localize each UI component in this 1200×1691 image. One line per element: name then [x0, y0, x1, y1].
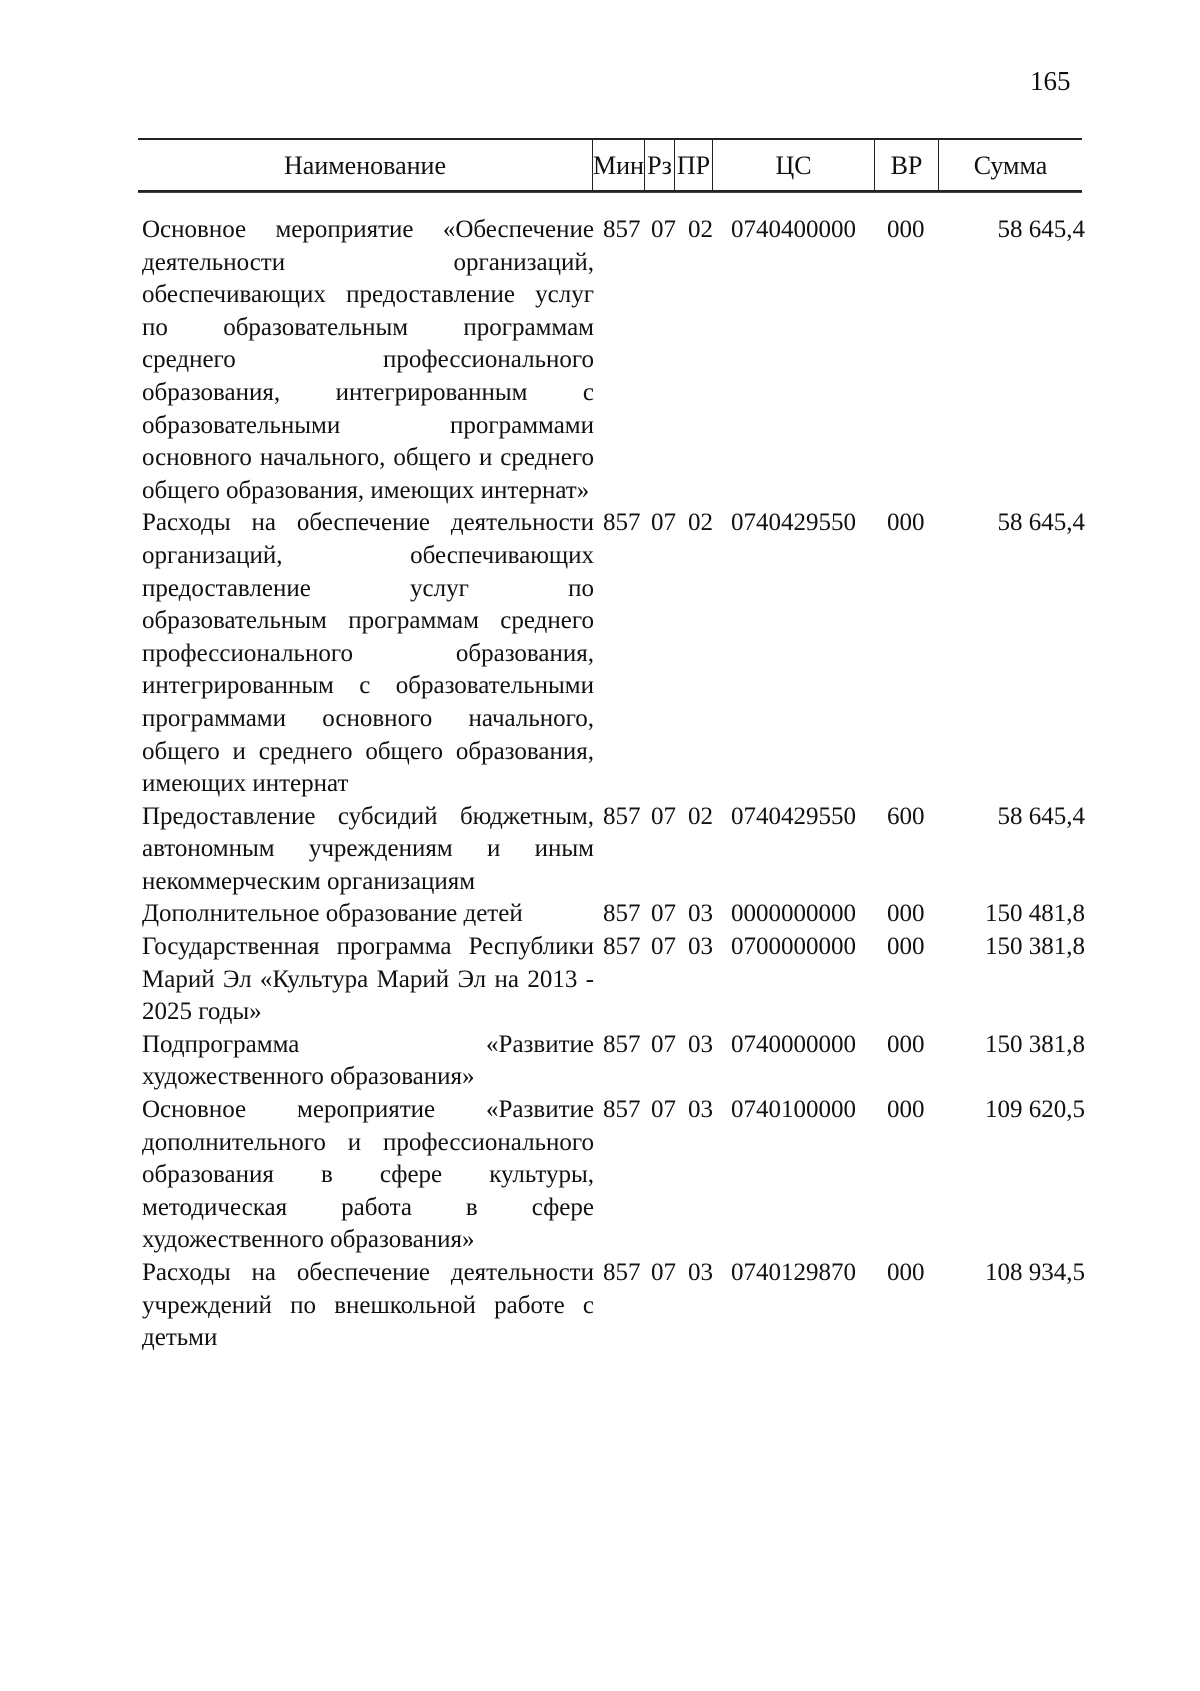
row-sum: 58 645,4	[997, 216, 1085, 243]
row-cs: 0000000000	[731, 900, 856, 928]
header-cs: ЦС	[713, 140, 875, 190]
header-vr: ВР	[875, 140, 939, 190]
table-row	[0, 1029, 1200, 1094]
row-vr: 000	[887, 900, 925, 928]
row-cs: 0740000000	[731, 1030, 856, 1058]
row-vr: 000	[887, 509, 925, 537]
row-pr: 03	[688, 1096, 713, 1124]
row-name: Расходы на обеспечение деятельности организаций, обеспечивающих предоставление услуг по образовательным программам среднего профессионального образования, интегрированным с образовательными программами основного начального, общего и среднего общего образования, имеющих интернат	[142, 509, 594, 798]
table-body	[0, 214, 1200, 1355]
row-vr: 600	[887, 802, 925, 830]
row-min: 857	[603, 1096, 641, 1124]
row-cs: 0740100000	[731, 1096, 856, 1124]
row-rz: 07	[651, 933, 676, 961]
row-name: Основное мероприятие «Обеспечение деятельности организаций, обеспечивающих предоставление услуг по образовательным программам среднего профессионального образования, интегрированным с образовательными программами основного начального, общего и среднего общего образования, имеющих интернат»	[142, 216, 594, 504]
row-min: 857	[603, 509, 641, 537]
row-pr: 03	[688, 1259, 713, 1286]
row-min: 857	[603, 1030, 641, 1058]
row-sum: 150 481,8	[985, 900, 1085, 928]
row-pr: 02	[688, 216, 713, 243]
row-name: Основное мероприятие «Развитие дополнительного и профессионального образования в сфере культуры, методическая работа в сфере художественного образования»	[142, 1096, 594, 1254]
table-header	[138, 138, 1082, 192]
row-pr: 02	[688, 802, 713, 830]
row-vr: 000	[887, 1259, 925, 1286]
row-cs: 0700000000	[731, 933, 856, 961]
row-pr: 03	[688, 933, 713, 961]
row-cs: 0740429550	[731, 509, 856, 537]
table-row	[0, 214, 1200, 507]
row-rz: 07	[651, 1030, 676, 1058]
table-row	[0, 507, 1200, 800]
header-sum: Сумма	[973, 151, 1048, 180]
row-rz: 07	[651, 802, 676, 830]
row-rz: 07	[651, 1259, 676, 1286]
row-rz: 07	[651, 509, 676, 537]
row-vr: 000	[887, 216, 925, 243]
row-sum: 150 381,8	[985, 933, 1085, 961]
table-row	[0, 801, 1200, 899]
table-row	[0, 898, 1200, 931]
row-min: 857	[603, 802, 641, 830]
row-vr: 000	[887, 1096, 925, 1124]
row-pr: 03	[688, 900, 713, 928]
header-rz: Рз	[645, 140, 675, 190]
table-row	[0, 1094, 1200, 1257]
row-sum: 108 934,5	[985, 1259, 1085, 1286]
table-row	[0, 931, 1200, 1029]
row-min: 857	[603, 900, 641, 928]
header-underline	[138, 192, 1082, 193]
row-name: Подпрограмма «Развитие художественного образования»	[142, 1030, 594, 1091]
row-min: 857	[603, 1259, 641, 1286]
row-sum: 58 645,4	[997, 802, 1085, 830]
row-cs: 0740129870	[731, 1259, 856, 1286]
row-pr: 02	[688, 509, 713, 537]
row-vr: 000	[887, 1030, 925, 1058]
row-sum: 109 620,5	[985, 1096, 1085, 1124]
row-rz: 07	[651, 1096, 676, 1124]
row-name: Расходы на обеспечение деятельности учреждений по внешкольной работе с детьми	[142, 1259, 594, 1352]
row-rz: 07	[651, 216, 676, 243]
row-min: 857	[603, 933, 641, 961]
row-name: Государственная программа Республики Марий Эл «Культура Марий Эл на 2013 - 2025 годы»	[142, 933, 594, 1026]
header-name: Наименование	[138, 140, 593, 190]
row-sum: 150 381,8	[985, 1030, 1085, 1058]
row-rz: 07	[651, 900, 676, 928]
page-number: 165	[1030, 66, 1071, 96]
row-name: Дополнительное образование детей	[142, 900, 523, 928]
row-cs: 0740400000	[731, 216, 856, 243]
row-sum: 58 645,4	[997, 509, 1085, 537]
header-pr: ПР	[675, 140, 713, 190]
table-row	[0, 1257, 1200, 1355]
row-pr: 03	[688, 1030, 713, 1058]
row-min: 857	[603, 216, 641, 243]
row-name: Предоставление субсидий бюджетным, автономным учреждениям и иным некоммерческим организациям	[142, 802, 594, 895]
header-min: Мин	[593, 140, 645, 190]
row-vr: 000	[887, 933, 925, 961]
row-cs: 0740429550	[731, 802, 856, 830]
